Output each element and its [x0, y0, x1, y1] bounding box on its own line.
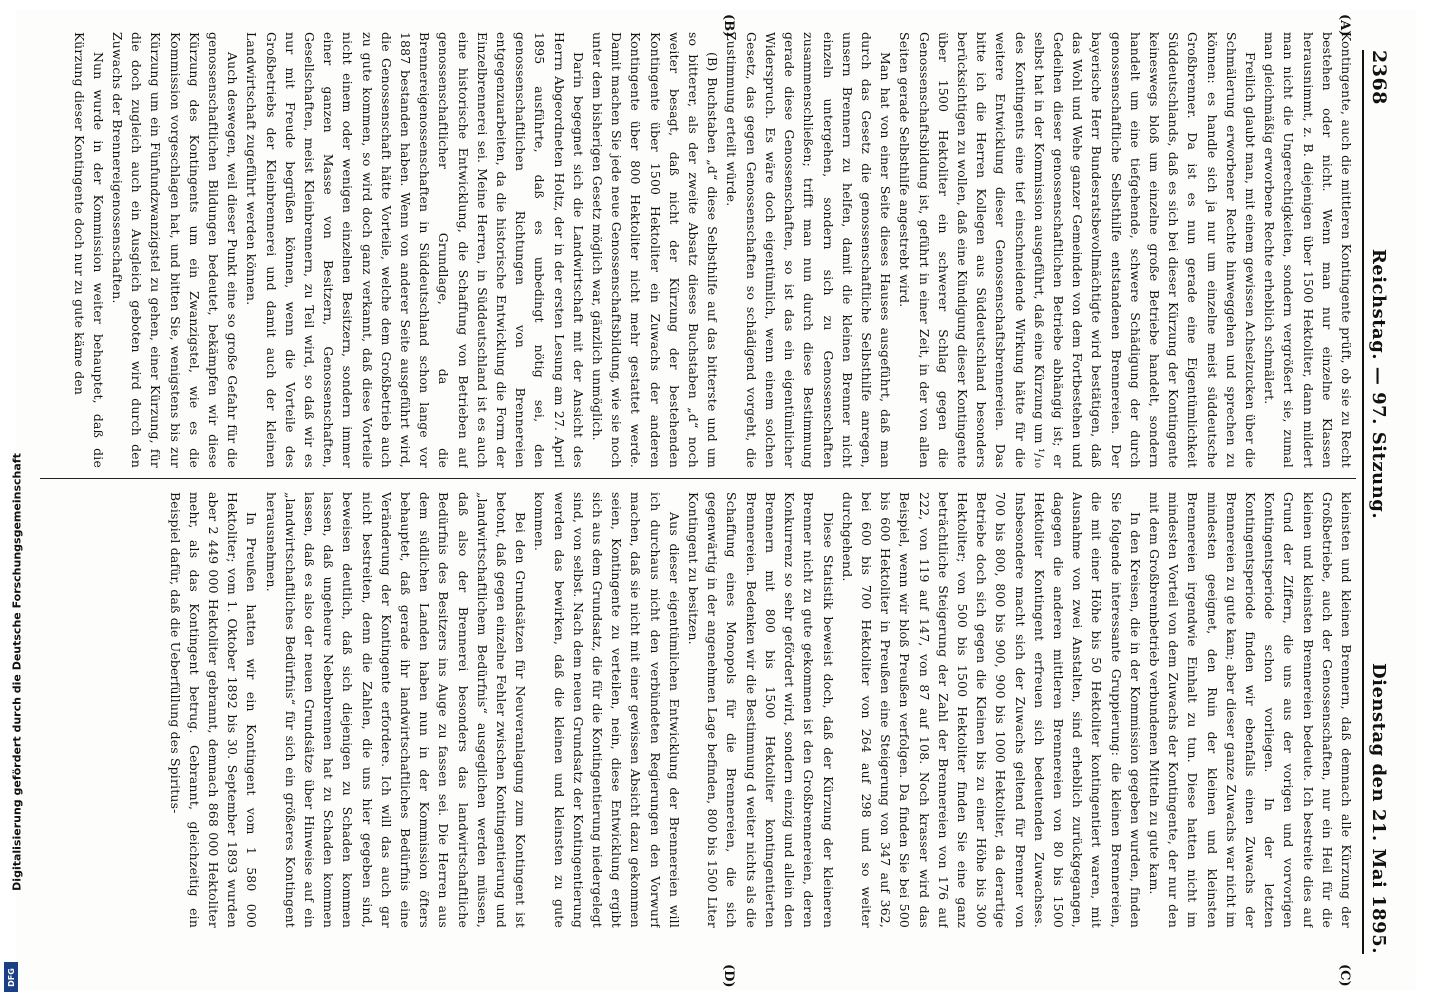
- paragraph: In den Kreisen, die in der Kommission gegeben wurden, finden Sie folgende interessante Gruppierung: die kleinen Brennereien, die mit einer Höhe bis 50 Hektoliter kontingentiert waren, mit Ausnahme von zwei Anstalten, sind erheblich zurückgegangen, dagegen die anderen mittleren Brennereien von 80 bis 1500 Hektoliter Kontingent erfreuen sich bedeutenden Zuwachses. Insbesondere macht sich der Zuwachs geltend für Brenner von 700 bis 800, 800 bis 900, 900 bis 1000 Hektoliter, da derartige Betriebe doch sich gegen die Kleinen bis zu einer Höhe bis 300 Hektoliter; von 500 bis 1500 Hektoliter finden Sie eine ganz beträchtliche Steigerung der Zahl der Brennereien von 176 auf 222, von 119 auf 147, von 87 auf 108. Noch krasser wird das Beispiel, wenn wir bloß Preußen verfolgen. Da finden Sie bei 500 bis 600 Hektoliter in Preußen eine Steigerung von 347 auf 362, bei 600 bis 700 Hektoliter von 264 auf 298 und so weiter durchgehend.: [839, 492, 1143, 928]
- paragraph: (B) Buchstaben „d“ diese Selbsthilfe auf das bitterste und um so bitterer, als der zweite Absatz dieses Buchstaben „d“ noch weiter besagt, daß nicht der Kürzung der bestehenden Kontingente über 1500 Hektoliter ein Zuwachs der anderen Kontingente über 800 Hektoliter nicht mehr gestattet werde. Damit machen Sie jede neue Genossenschaftsbildung, wie sie noch unter dem bisherigen Gesetz möglich war, gänzlich unmöglich.: [590, 32, 721, 468]
- paragraph: Man hat von einer Seite dieses Hauses ausgeführt, daß man durch das Gesetz die genossenschaftliche Selbsthilfe anregen, unsern Brennern zu helfen, damit die kleinen Brenner nicht einzeln untergehen, sondern sich zu Genossenschaften zusammenschließen; trifft man nun durch diese Bestimmung gerade diese Genossenschaften, so ist das ein eigentümlicher Widerspruch. Es wäre doch eigentümlich, wenn einem solchen Gesetz, das gegen Genossenschaften so schädigend vorgeht, die Zustimmung erteilt würde.: [724, 32, 894, 468]
- page-title: Reichstag. — 97. Sitzung.: [1368, 248, 1389, 520]
- paragraph: Nun wurde in der Kommission weiter behauptet, daß die Kürzung dieser Kontingente doch nur zu gute käme den: [71, 32, 106, 468]
- paragraph: Darin begegnet sich die Landwirtschaft mit der Ansicht des Herrn Abgeordneten Holtz, der in der ersten Lesung am 27. April 1895 ausführte, daß es unbedingt nötig sei, den genossenschaftlichen Richtungen von Brennereien entgegenzuarbeiten, da die historische Entwicklung die Form der Einzelbrennerei sei. Meine Herren, in Süddeutschland ist es auch eine historische Entwicklung, die Schaffung von Betrieben auf genossenschaftlicher Grundlage, da die Brennereigenossenschaften in Süddeutschland schon lange vor 1887 bestanden haben. Wenn von anderer Seite ausgeführt wird, die Genossenschaft hätte Vorteile, welche dem Großbetrieb auch zu gute kommen, so wird doch ganz verkannt, daß diese Vorteile nicht einem oder wenigen einzelnen Besitzern, sondern immer einer ganzen Masse von Besitzern, Genossenschaften, Gesellschaften, meist Kleinbrennern, zu Teil wird, so daß wir es nur mit Freude begrüßen können, wenn die Vorteile des Großbetriebs der Kleinbrennerei und damit auch der kleinen Landwirtschaft zugeführt werden können.: [244, 32, 586, 468]
- paragraph: Aus dieser eigentümlichen Entwicklung der Brennereien will ich durchaus nicht den verbündeten Regierungen den Vorwurf machen, daß sie nicht mit einer gewissen Absicht dazu gekommen seien, Kontingente zu verteilen, nein, diese Entwicklung ergibt sich aus dem Grundsatz, die für die Kontingentierung niedergelegt sind, von selbst. Nach dem neuen Grundsatz der Kontingentierung werden das bewirken, daß die kleinen und kleinsten zu gute kommen.: [532, 492, 682, 928]
- page-header: [1362, 50, 1402, 954]
- paragraph: Diese Statistik beweist doch, daß der Kürzung der kleineren Brenner nicht zu gute gekommen ist den Großbrennereien, deren Konkurrenz so sehr gefördert wird, sondern einzig und allein den Brennern mit 800 bis 1500 Hektoliter kontingentierten Brennereien. Bedenken wir die Bestimmung d weiter nichts als die Schaffung eines Monopols für die Brennereien, die sich gegenwärtig in der angenehmen Lage befinden, 800 bis 1500 Liter Kontingent zu besitzen.: [686, 492, 836, 928]
- right-text-column: [40, 492, 1356, 928]
- page-date: Dienstag den 21. Mai 1895.: [1368, 663, 1389, 954]
- paragraph: In Preußen hatten wir ein Kontingent vom 1 580 000 Hektoliter; vom 1. Oktober 1892 bis 30. September 1893 wurden aber 2 449 000 Hektoliter gebrannt, demnach 868 000 Hektoliter mehr, als das Kontingent betrug. Gebrannt, gleichzeitig ein Beispiel dafür, daß die Ueberfüllung des Spiritus-: [167, 492, 260, 928]
- column-divider: [40, 478, 1356, 479]
- credit-text: Digitalisierung gefördert durch die Deutsche Forschungsgemeinschaft: [10, 453, 24, 891]
- paragraph: Bei den Grundsätzen für Neuveranlagung zum Kontingent ist betont, daß gegen einzelne Fehler zwischen Kontingentierung und „landwirtschaftlichem Bedürfnis“ ausgeglichen werden müssen, daß also der Brennerei besonders das landwirtschaftliche Bedürfnis des Besitzers ins Auge zu fassen sei. Die Herren aus dem südlichen Landen haben nun in der Kommission öfters behauptet, daß gerade ihr landwirtschaftliches Bedürfnis eine Veränderung der Kontingente erfordere. Ich will das auch gar nicht bestreiten, denn die Zahlen, die uns hier gegeben sind, beweisen deutlich, daß sich diejenigen zu Schaden kommen lassen, daß ungeheure Nebenbrennen hat zu Schaden kommen lassen, daß es also der neuen Grundsätze über Hinweise auf ein „landwirtschaftliches Bedürfnis“ für sich ein größeres Kontingent herausnehmen.: [263, 492, 529, 928]
- paragraph: Auch deswegen, weil dieser Punkt eine so große Gefahr für die genossenschaftlichen Bildungen bedeutet, bekämpfen wir diese Kürzung des Kontingents um ein Zwanzigstel, wie es die Kommission vorgeschlagen hat, und bitten Sie, wenigstens bis zur Kürzung um ein Fünfundzwanzigstel zu gehen, einer Kürzung, für die doch zugleich auch ein Ausgleich geboten wird durch den Zuwachs der Brennereigenossenschaften.: [110, 32, 241, 468]
- document-page: [16, 10, 1416, 990]
- margin-marker-a: (A): [1337, 14, 1352, 37]
- margin-marker-b: (B): [721, 14, 736, 38]
- digitization-credit: [2, 362, 32, 982]
- paragraph: Kontingente, auch die mittleren Kontingente prüft, ob sie zu Recht bestehen oder nicht. Wenn man nur einzelne Klassen herausnimmt, z. B. diejenigen über 1500 Hektoliter, dann mildert man nicht die Ungerechtigkeiten, sondern vergrößert sie, zumal man gleichmäßig erworbene Rechte erheblich schmälert.: [1262, 32, 1354, 468]
- page-number: 2368: [1368, 50, 1390, 105]
- dfg-logo-text: DFG: [6, 967, 16, 987]
- paragraph: kleinsten und kleinen Brennern, daß demnach alle Kürzung der Großbetriebe, auch der Genossenschaften, nur ein Heil für die kleinen und kleinsten Brennereien bedeute. Ich bestreite dies auf Grund der Ziffern, die uns aus der vorigen und vorvorigen Kontingentsperiode schon vorliegen. In der letzten Kontingentsperiode finden wir ebenfalls einen Zuwachs der Brennereien zu gute kam; aber dieser ganze Zuwachs war nicht im mindesten geeignet, den Ruin der kleinen und kleinsten Brennereien irgendwie Einhalt zu tun. Diese hatten nicht im mindesten Vorteil von dem Zuwachs der Kontingente, der nur den mit dem Großbrennbetrieb verbundenen Mitteln zu gute kam.: [1146, 492, 1354, 928]
- margin-marker-d: (D): [721, 964, 736, 988]
- margin-marker-c: (C): [1337, 964, 1352, 987]
- paragraph: Freilich glaubt man, mit einem gewissen Achselzucken über die Schmälerung erworbener Rechte hinweggehen und sprechen zu können: es handle sich ja nur um einzelne meist süddeutsche Großbrenner. Da ist es nun gerade eine Eigentümlichkeit Süddeutschlands, daß es sich bei dieser Kürzung der Kontingente keineswegs bloß um einzelne große Betriebe handelt, sondern handelt um eine tiefgehende, schwere Schädigung der durch genossenschaftliche Selbsthilfe entstandenen Brennereien. Der bayerische Herr Bundesratsbevollmächtigte wird bestätigen, daß das Wohl und Wehe ganzer Gemeinden von dem Fortbestehen und Gedeihen dieser genossenschaftlichen Betriebe abhängig ist; er selbst hat in der Kommission ausgeführt, daß eine Kürzung um ¹/₁₀ des Kontingents eine tief einschneidende Wirkung hätte für die weitere Entwicklung dieser Genossenschaftsbrennereien. Das bitte ich die Herren Kollegen aus Süddeutschland besonders berücksichtigen zu wollen, daß eine Kündigung dieser Kontingente über 1500 Hektoliter ein schwerer Schlag gegen die Genossenschaftsbildung ist, geführt in einer Zeit, in der von allen Seiten gerade Selbsthilfe angestrebt wird.: [897, 32, 1258, 468]
- left-text-column: [40, 32, 1356, 468]
- dfg-logo-icon: [4, 962, 18, 992]
